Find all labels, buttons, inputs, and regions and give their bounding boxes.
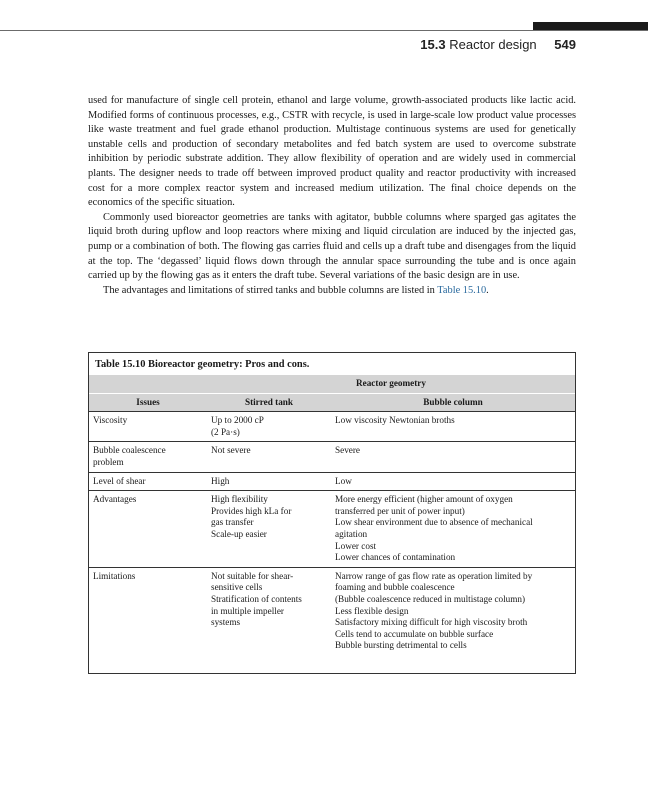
stirred-tank-cell	[207, 472, 331, 491]
table-row	[89, 412, 575, 442]
bubble-column-cell	[331, 491, 575, 568]
cell-line: transferred per unit of power input)	[335, 505, 465, 516]
cell-line: (Bubble coalescence reduced in multistage column)	[335, 593, 526, 604]
cell-line: More energy efficient (higher amount of oxygen	[335, 494, 513, 505]
stirred-tank-cell	[207, 567, 331, 655]
cell-line: Less flexible design	[335, 605, 409, 616]
cell-line: sensitive cells	[211, 582, 263, 593]
section-title: Reactor design	[449, 37, 537, 52]
cell-line: problem	[93, 456, 124, 467]
paragraph-3-text: The advantages and limitations of stirred tanks and bubble columns are listed in	[103, 284, 438, 296]
column-header-bubble-column: Bubble column	[331, 393, 575, 412]
page-number: 549	[554, 37, 576, 52]
cell-line: in multiple impeller	[211, 605, 284, 616]
paragraph-1: used for manufacture of single cell protein, ethanol and large volume, growth-associated products like lactic acid. Modified forms of continuous processes, e.g., CSTR with recycle, is used in large-scale low product value processes like waste treatment and fuel grade ethanol production. Multistage continuous systems are used for genetically unstable cells and production of secondary metabolites and fed batch system are used to overcome substrate inhibition by periodic substrate addition. They allow flexibility of operation and are widely used in commercial plants. The designer needs to trade off between improved product quality and reactor productivity with increased cost for a more complex reactor system and increased medium utilization. The final choice depends on the economics of the specific situation.	[88, 95, 576, 209]
table-caption: Table 15.10 Bioreactor geometry: Pros and cons.	[95, 359, 310, 370]
issue-cell	[89, 472, 207, 491]
table-row	[89, 472, 575, 491]
cell-line: systems	[211, 617, 241, 628]
bubble-column-cell	[331, 472, 575, 491]
issue-cell	[89, 442, 207, 472]
paragraph-3	[88, 284, 576, 299]
cell-line: Level of shear	[93, 475, 146, 486]
table-15-10	[88, 352, 576, 674]
cell-line: Scale-up easier	[211, 528, 267, 539]
cell-line: (2 Pa·s)	[211, 426, 240, 437]
table-row	[89, 567, 575, 655]
paragraph-2: Commonly used bioreactor geometries are tanks with agitator, bubble columns where sparged gas agitates the liquid broth during upflow and loop reactors where mixing and liquid circulation are induced by the injected gas, pump or a combination of both. The flowing gas carries fluid and cells up a draft tube and disengages from the liquid at the top. The ‘degassed’ liquid flows down through the annular space surrounding the tube and is once again carried up by the flowing gas as it enters the draft tube. Several variations of the basic design are in use.	[88, 211, 576, 282]
cell-line: Low	[335, 475, 352, 486]
cell-line: Narrow range of gas flow rate as operation limited by	[335, 570, 533, 581]
cell-line: Stratification of contents	[211, 593, 302, 604]
cell-line: Advantages	[93, 494, 137, 505]
column-header-stirred-tank: Stirred tank	[207, 393, 331, 412]
cell-line: Low viscosity Newtonian broths	[335, 415, 455, 426]
issue-cell	[89, 412, 207, 442]
cell-line: gas transfer	[211, 517, 254, 528]
cell-line: Satisfactory mixing difficult for high viscosity broth	[335, 617, 528, 628]
table-row	[89, 442, 575, 472]
bubble-column-cell	[331, 412, 575, 442]
cell-line: foaming and bubble coalescence	[335, 582, 455, 593]
section-number: 15.3	[420, 37, 446, 52]
cell-line: Bubble bursting detrimental to cells	[335, 640, 467, 651]
cell-line: Limitations	[93, 570, 136, 581]
cell-line: Lower cost	[335, 540, 377, 551]
cell-line: Low shear environment due to absence of mechanical	[335, 517, 533, 528]
body-text	[88, 94, 576, 298]
cell-line: Severe	[335, 445, 360, 456]
cell-line: Bubble coalescence	[93, 445, 166, 456]
running-head	[420, 37, 576, 52]
table-reference-link[interactable]: Table 15.10	[437, 284, 487, 296]
cell-line: Not suitable for shear-	[211, 570, 294, 581]
bubble-column-cell	[331, 567, 575, 655]
column-header-issues: Issues	[89, 393, 207, 412]
cell-line: Not severe	[211, 445, 251, 456]
cell-line: High	[211, 475, 230, 486]
bubble-column-cell	[331, 442, 575, 472]
cell-line: Up to 2000 cP	[211, 415, 264, 426]
issue-cell	[89, 491, 207, 568]
stirred-tank-cell	[207, 491, 331, 568]
group-header-empty	[89, 375, 207, 393]
table-row	[89, 491, 575, 568]
cell-line: Provides high kLa for	[211, 505, 292, 516]
header-rule	[0, 30, 648, 31]
stirred-tank-cell	[207, 442, 331, 472]
cell-line: Cells tend to accumulate on bubble surface	[335, 628, 494, 639]
cell-line: Lower chances of contamination	[335, 552, 456, 563]
table-body	[89, 412, 575, 655]
stirred-tank-cell	[207, 412, 331, 442]
cell-line: agitation	[335, 528, 368, 539]
group-header: Reactor geometry	[207, 375, 575, 393]
cell-line: High flexibility	[211, 494, 268, 505]
paragraph-3-end: .	[486, 284, 489, 296]
cell-line: Viscosity	[93, 415, 128, 426]
bioreactor-table	[89, 375, 575, 655]
issue-cell	[89, 567, 207, 655]
